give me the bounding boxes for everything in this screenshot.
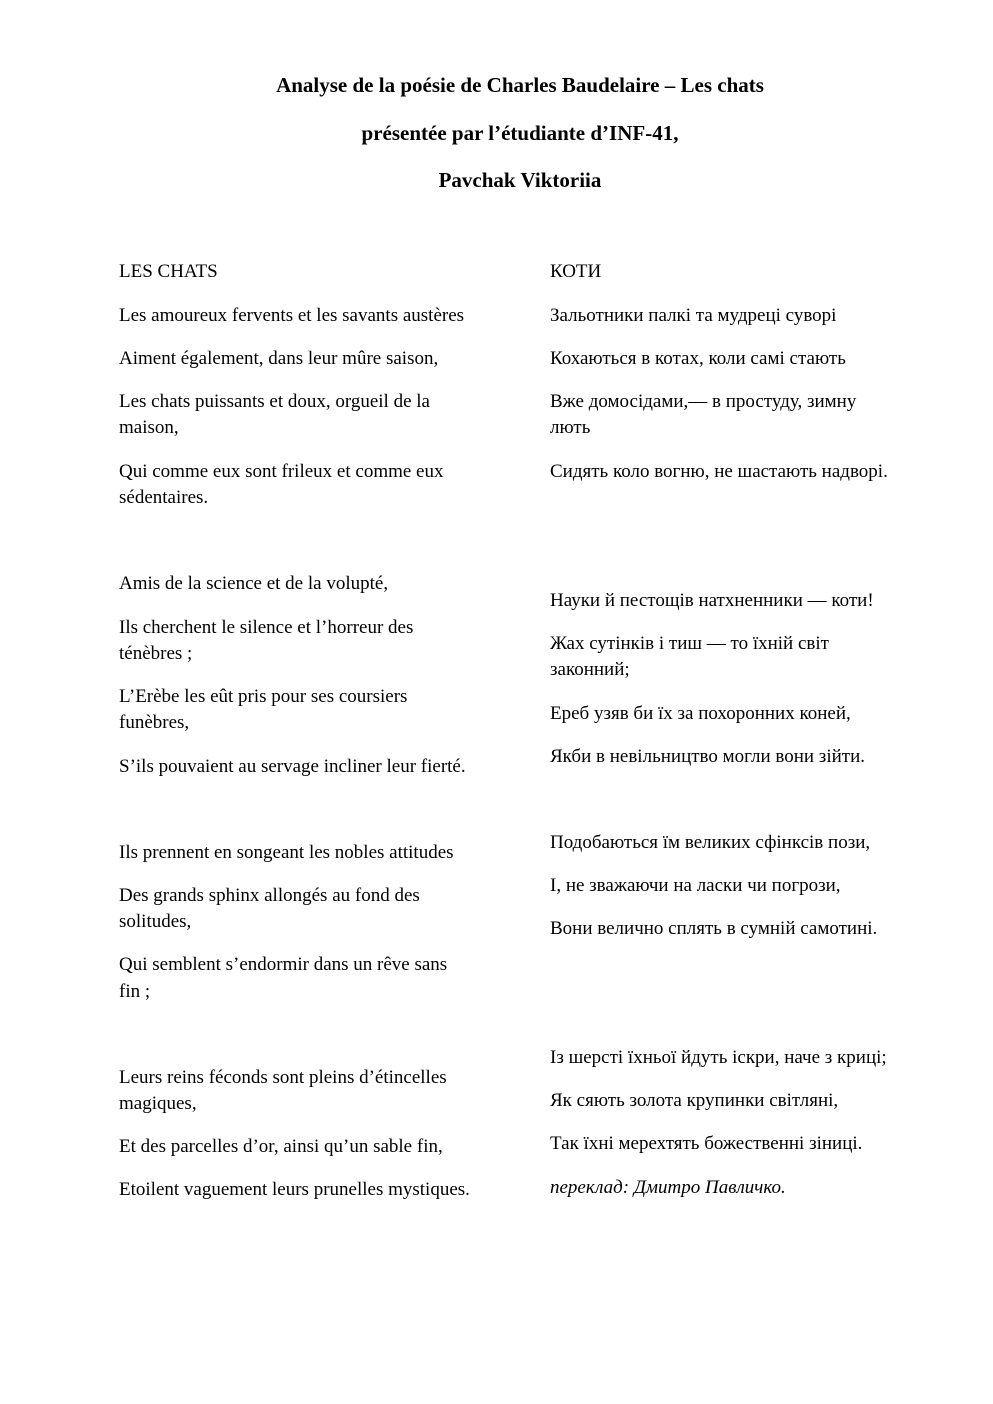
poem-line: solitudes, <box>119 911 192 932</box>
poem-line: funèbres, <box>119 712 190 733</box>
poem-line: Etoilent vaguement leurs prunelles mystiques. <box>119 1179 470 1200</box>
poem-line: Зальотники палкі та мудреці суворі <box>550 305 837 326</box>
poem-line: Les amoureux fervents et les savants austères <box>119 305 465 326</box>
page-title-line-2: présentée par l’étudiante d’INF-41, <box>361 121 679 145</box>
poem-line: Amis de la science et de la volupté, <box>119 573 389 594</box>
poem-line: Et des parcelles d’or, ainsi qu’un sable fin, <box>119 1136 443 1157</box>
poem-line: Сидять коло вогню, не шастають надворі. <box>550 461 888 482</box>
poem-line: Qui comme eux sont frileux et comme eux <box>119 461 444 482</box>
poem-line: Des grands sphinx allongés au fond des <box>119 885 420 906</box>
poem-line: Вони велично сплять в сумній самотині. <box>550 918 878 939</box>
poem-line: fin ; <box>119 981 151 1002</box>
french-heading: LES CHATS <box>119 261 218 282</box>
poem-line: І, не зважаючи на ласки чи погрози, <box>550 875 841 896</box>
poem-line: ténèbres ; <box>119 643 193 664</box>
poem-line: Ils cherchent le silence et l’horreur des <box>119 617 414 638</box>
poem-line: S’ils pouvaient au servage incliner leur fierté. <box>119 756 466 777</box>
poem-line: законний; <box>550 659 630 680</box>
poem-line: Жах сутінків і тиш — то їхній світ <box>550 633 829 654</box>
poem-line: Якби в невільництво могли вони зійти. <box>550 746 865 767</box>
poem-line: Aiment également, dans leur mûre saison, <box>119 348 439 369</box>
poem-line: Leurs reins féconds sont pleins d’étincelles <box>119 1067 447 1088</box>
poem-line: sédentaires. <box>119 487 209 508</box>
poem-line: Вже домосідами,— в простуду, зимну <box>550 391 857 412</box>
ukrainian-heading: КОТИ <box>550 261 602 282</box>
translator-credit: переклад: Дмитро Павличко. <box>550 1177 786 1198</box>
poem-line: magiques, <box>119 1093 197 1114</box>
poem-line: L’Erèbe les eût pris pour ses coursiers <box>119 686 408 707</box>
poem-line: Науки й пестощів натхненники — коти! <box>550 590 874 611</box>
poem-line: Qui semblent s’endormir dans un rêve sans <box>119 954 448 975</box>
poem-line: Як сяють золота крупинки світляні, <box>550 1090 839 1111</box>
poem-line: лють <box>550 417 591 438</box>
poem-line: Ils prennent en songeant les nobles attitudes <box>119 842 454 863</box>
poem-line: Кохаються в котах, коли самі стають <box>550 348 846 369</box>
poem-line: Так їхні мерехтять божественні зіниці. <box>550 1133 863 1154</box>
poem-line: Ереб узяв би їх за похоронних коней, <box>550 703 851 724</box>
page-title-line-3: Pavchak Viktoriia <box>438 168 602 192</box>
poem-line: Із шерсті їхньої йдуть іскри, наче з криці; <box>550 1047 887 1068</box>
page-title-line-1: Analyse de la poésie de Charles Baudelaire – Les chats <box>276 73 764 97</box>
poem-line: maison, <box>119 417 179 438</box>
poem-line: Les chats puissants et doux, orgueil de la <box>119 391 430 412</box>
poem-line: Подобаються їм великих сфінксів пози, <box>550 832 871 853</box>
